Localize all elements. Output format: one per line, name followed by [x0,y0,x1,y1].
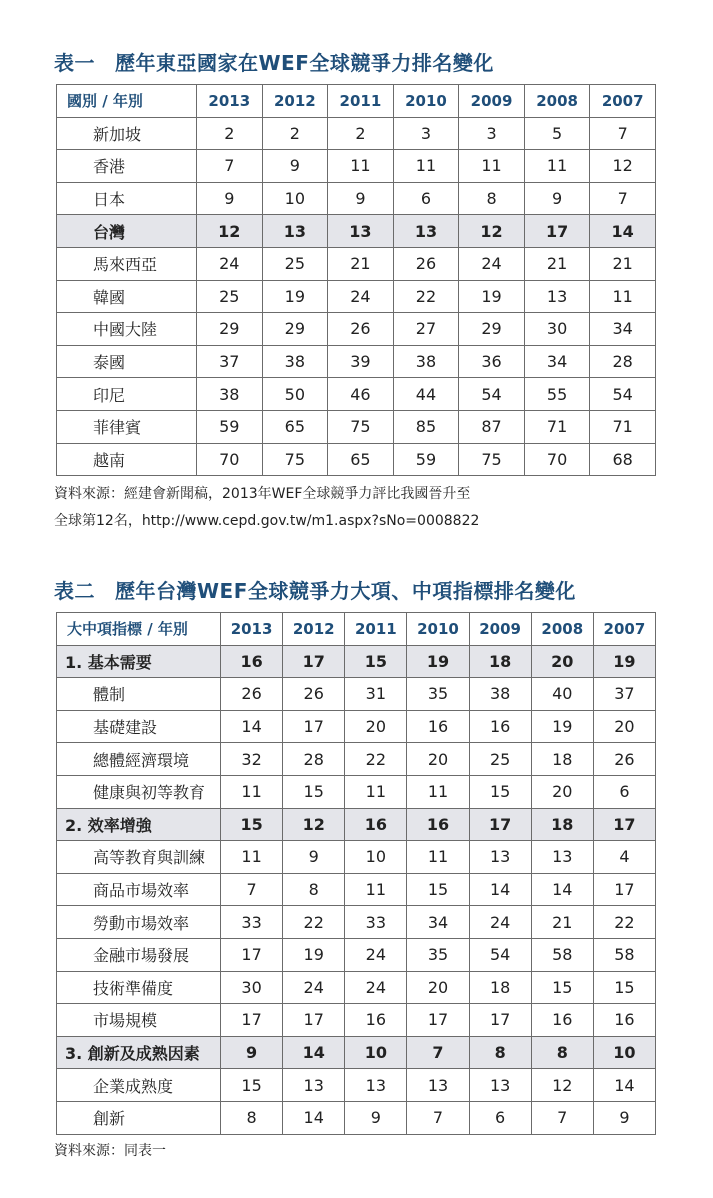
rank-cell: 24 [469,906,531,939]
rank-cell: 24 [345,938,407,971]
row-label: 台灣 [57,215,197,248]
rank-cell: 20 [407,971,469,1004]
rank-cell: 12 [283,808,345,841]
rank-cell: 2 [197,117,263,150]
table1-header-row [57,85,656,118]
rank-cell: 7 [407,1101,469,1134]
rank-cell: 19 [459,280,525,313]
table2-header-year: 2013 [221,613,283,646]
rank-cell: 29 [262,313,328,346]
rank-cell: 12 [531,1069,593,1102]
rank-cell: 15 [593,971,655,1004]
row-label: 印尼 [57,378,197,411]
rank-cell: 8 [531,1036,593,1069]
table1-header-year: 2010 [393,85,459,118]
table1-header-year: 2013 [197,85,263,118]
rank-cell: 14 [593,1069,655,1102]
row-label: 技術準備度 [57,971,221,1004]
rank-cell: 58 [593,938,655,971]
rank-cell: 13 [469,1069,531,1102]
rank-cell: 26 [593,743,655,776]
rank-cell: 19 [262,280,328,313]
rank-cell: 75 [262,443,328,476]
rank-cell: 38 [262,345,328,378]
rank-cell: 2 [262,117,328,150]
rank-cell: 20 [531,775,593,808]
rank-cell: 13 [393,215,459,248]
rank-cell: 12 [197,215,263,248]
rank-cell: 12 [590,150,656,183]
rank-cell: 6 [593,775,655,808]
rank-cell: 34 [407,906,469,939]
rank-cell: 17 [593,808,655,841]
table2-source: 資料來源：同表一 [54,1143,166,1159]
table2-header-year: 2011 [345,613,407,646]
table1-title [54,47,494,76]
rank-cell: 13 [469,841,531,874]
table-row [57,743,656,776]
rank-cell: 11 [345,873,407,906]
rank-cell: 7 [221,873,283,906]
rank-cell: 30 [524,313,590,346]
rank-cell: 59 [393,443,459,476]
rank-cell: 37 [593,678,655,711]
table2-header-year: 2012 [283,613,345,646]
rank-cell: 7 [407,1036,469,1069]
rank-cell: 14 [283,1101,345,1134]
rank-cell: 20 [407,743,469,776]
rank-cell: 17 [524,215,590,248]
rank-cell: 15 [345,645,407,678]
rank-cell: 38 [469,678,531,711]
rank-cell: 14 [590,215,656,248]
table-row [57,906,656,939]
rank-cell: 15 [283,775,345,808]
rank-cell: 46 [328,378,394,411]
table-row [57,678,656,711]
row-label: 企業成熟度 [57,1069,221,1102]
rank-cell: 20 [531,645,593,678]
rank-cell: 25 [469,743,531,776]
rank-cell: 19 [407,645,469,678]
table-row [57,1004,656,1037]
rank-cell: 17 [221,938,283,971]
row-label: 2. 效率增強 [57,808,221,841]
table-row [57,1036,656,1069]
rank-cell: 33 [221,906,283,939]
row-label: 體制 [57,678,221,711]
rank-cell: 9 [345,1101,407,1134]
rank-cell: 9 [328,182,394,215]
row-label: 勞動市場效率 [57,906,221,939]
rank-cell: 28 [283,743,345,776]
row-label: 越南 [57,443,197,476]
row-label: 泰國 [57,345,197,378]
rank-cell: 14 [469,873,531,906]
row-label: 基礎建設 [57,710,221,743]
rank-cell: 13 [283,1069,345,1102]
table1-number: 表一 [54,51,95,75]
rank-cell: 9 [262,150,328,183]
rank-cell: 16 [469,710,531,743]
table-row [57,645,656,678]
rank-cell: 40 [531,678,593,711]
table-row [57,841,656,874]
rank-cell: 75 [328,410,394,443]
rank-cell: 65 [262,410,328,443]
rank-cell: 11 [590,280,656,313]
table1-source-line1: 資料來源：經建會新聞稿，2013年WEF全球競爭力評比我國晉升至 [54,486,471,502]
table-row [57,378,656,411]
rank-cell: 14 [531,873,593,906]
row-label: 3. 創新及成熟因素 [57,1036,221,1069]
rank-cell: 59 [197,410,263,443]
rank-cell: 17 [407,1004,469,1037]
rank-cell: 9 [524,182,590,215]
rank-cell: 11 [393,150,459,183]
rank-cell: 17 [469,808,531,841]
table2-title [54,575,576,604]
rank-cell: 38 [393,345,459,378]
rank-cell: 11 [221,841,283,874]
rank-cell: 9 [283,841,345,874]
rank-cell: 70 [197,443,263,476]
rank-cell: 15 [469,775,531,808]
rank-cell: 55 [524,378,590,411]
table2-number: 表二 [54,579,95,603]
rank-cell: 21 [328,247,394,280]
rank-cell: 31 [345,678,407,711]
rank-cell: 18 [531,743,593,776]
table1-header-year: 2012 [262,85,328,118]
rank-cell: 26 [221,678,283,711]
table-row [57,1101,656,1134]
rank-cell: 35 [407,938,469,971]
rank-cell: 24 [197,247,263,280]
table-row [57,710,656,743]
rank-cell: 19 [283,938,345,971]
table2-header-indicator-year: 大中項指標 / 年別 [57,613,221,646]
row-label: 新加坡 [57,117,197,150]
row-label: 馬來西亞 [57,247,197,280]
rank-cell: 26 [328,313,394,346]
table-row [57,150,656,183]
rank-cell: 17 [283,710,345,743]
rank-cell: 26 [283,678,345,711]
row-label: 高等教育與訓練 [57,841,221,874]
rank-cell: 87 [459,410,525,443]
rank-cell: 37 [197,345,263,378]
rank-cell: 10 [593,1036,655,1069]
row-label: 日本 [57,182,197,215]
table-row [57,410,656,443]
rank-cell: 11 [221,775,283,808]
rank-cell: 7 [197,150,263,183]
rank-cell: 18 [531,808,593,841]
rank-cell: 16 [407,808,469,841]
rank-cell: 44 [393,378,459,411]
rank-cell: 28 [590,345,656,378]
row-label: 總體經濟環境 [57,743,221,776]
table1-source-line2: 全球第12名，http://www.cepd.gov.tw/m1.aspx?sNo=0008822 [54,513,480,529]
row-label: 創新 [57,1101,221,1134]
rank-cell: 24 [459,247,525,280]
rank-cell: 13 [531,841,593,874]
rank-cell: 25 [262,247,328,280]
rank-cell: 10 [345,1036,407,1069]
rank-cell: 17 [283,1004,345,1037]
row-label: 1. 基本需要 [57,645,221,678]
table2-header-year: 2008 [531,613,593,646]
table-row [57,808,656,841]
table2-title-text: 歷年台灣WEF全球競爭力大項、中項指標排名變化 [115,579,576,603]
row-label: 健康與初等教育 [57,775,221,808]
rank-cell: 7 [590,117,656,150]
rank-cell: 32 [221,743,283,776]
rank-cell: 34 [590,313,656,346]
table1-header-year: 2009 [459,85,525,118]
rank-cell: 13 [524,280,590,313]
rank-cell: 16 [345,1004,407,1037]
rank-cell: 85 [393,410,459,443]
table-row [57,971,656,1004]
rank-cell: 18 [469,971,531,1004]
rank-cell: 54 [469,938,531,971]
rank-cell: 24 [283,971,345,1004]
rank-cell: 24 [328,280,394,313]
rank-cell: 12 [459,215,525,248]
rank-cell: 20 [593,710,655,743]
rank-cell: 38 [197,378,263,411]
rank-cell: 29 [459,313,525,346]
rank-cell: 8 [459,182,525,215]
rank-cell: 18 [469,645,531,678]
rank-cell: 35 [407,678,469,711]
rank-cell: 5 [524,117,590,150]
rank-cell: 11 [345,775,407,808]
rank-cell: 16 [531,1004,593,1037]
rank-cell: 54 [459,378,525,411]
table2-taiwan-indicator-rankings [56,612,656,1135]
rank-cell: 14 [283,1036,345,1069]
rank-cell: 25 [197,280,263,313]
table1-header-year: 2007 [590,85,656,118]
rank-cell: 20 [345,710,407,743]
rank-cell: 71 [524,410,590,443]
table1-header-year: 2011 [328,85,394,118]
rank-cell: 17 [221,1004,283,1037]
rank-cell: 30 [221,971,283,1004]
rank-cell: 26 [393,247,459,280]
rank-cell: 15 [531,971,593,1004]
rank-cell: 7 [590,182,656,215]
table2-header-row [57,613,656,646]
rank-cell: 7 [531,1101,593,1134]
rank-cell: 8 [221,1101,283,1134]
rank-cell: 33 [345,906,407,939]
rank-cell: 17 [593,873,655,906]
table2-header-year: 2009 [469,613,531,646]
rank-cell: 17 [469,1004,531,1037]
table-row [57,938,656,971]
rank-cell: 9 [221,1036,283,1069]
rank-cell: 11 [524,150,590,183]
rank-cell: 75 [459,443,525,476]
rank-cell: 36 [459,345,525,378]
rank-cell: 2 [328,117,394,150]
table-row [57,345,656,378]
rank-cell: 11 [328,150,394,183]
rank-cell: 13 [262,215,328,248]
rank-cell: 10 [345,841,407,874]
rank-cell: 16 [407,710,469,743]
rank-cell: 10 [262,182,328,215]
rank-cell: 4 [593,841,655,874]
rank-cell: 15 [221,808,283,841]
rank-cell: 54 [590,378,656,411]
rank-cell: 21 [524,247,590,280]
rank-cell: 13 [345,1069,407,1102]
rank-cell: 16 [593,1004,655,1037]
rank-cell: 9 [593,1101,655,1134]
rank-cell: 11 [407,841,469,874]
row-label: 市場規模 [57,1004,221,1037]
rank-cell: 6 [393,182,459,215]
rank-cell: 27 [393,313,459,346]
rank-cell: 58 [531,938,593,971]
rank-cell: 24 [345,971,407,1004]
rank-cell: 3 [393,117,459,150]
table-row [57,873,656,906]
row-label: 菲律賓 [57,410,197,443]
table-row [57,313,656,346]
rank-cell: 22 [283,906,345,939]
table-row [57,280,656,313]
rank-cell: 68 [590,443,656,476]
rank-cell: 15 [407,873,469,906]
rank-cell: 65 [328,443,394,476]
rank-cell: 13 [407,1069,469,1102]
table-row [57,215,656,248]
rank-cell: 22 [393,280,459,313]
table1-title-text: 歷年東亞國家在WEF全球競爭力排名變化 [115,51,494,75]
rank-cell: 9 [197,182,263,215]
rank-cell: 50 [262,378,328,411]
table1-east-asia-rankings [56,84,656,476]
rank-cell: 19 [593,645,655,678]
row-label: 香港 [57,150,197,183]
row-label: 韓國 [57,280,197,313]
rank-cell: 16 [345,808,407,841]
rank-cell: 11 [459,150,525,183]
rank-cell: 11 [407,775,469,808]
table2-header-year: 2010 [407,613,469,646]
rank-cell: 21 [531,906,593,939]
rank-cell: 15 [221,1069,283,1102]
rank-cell: 39 [328,345,394,378]
rank-cell: 17 [283,645,345,678]
table-row [57,182,656,215]
table1-header-year: 2008 [524,85,590,118]
table-row [57,775,656,808]
rank-cell: 3 [459,117,525,150]
rank-cell: 16 [221,645,283,678]
rank-cell: 6 [469,1101,531,1134]
row-label: 金融市場發展 [57,938,221,971]
rank-cell: 34 [524,345,590,378]
row-label: 商品市場效率 [57,873,221,906]
table-row [57,1069,656,1102]
rank-cell: 8 [469,1036,531,1069]
table-row [57,117,656,150]
table-row [57,443,656,476]
rank-cell: 21 [590,247,656,280]
rank-cell: 22 [593,906,655,939]
rank-cell: 8 [283,873,345,906]
rank-cell: 70 [524,443,590,476]
rank-cell: 14 [221,710,283,743]
table1-header-country-year: 國別 / 年別 [57,85,197,118]
row-label: 中國大陸 [57,313,197,346]
table2-header-year: 2007 [593,613,655,646]
rank-cell: 71 [590,410,656,443]
rank-cell: 13 [328,215,394,248]
table-row [57,247,656,280]
rank-cell: 29 [197,313,263,346]
rank-cell: 19 [531,710,593,743]
rank-cell: 22 [345,743,407,776]
